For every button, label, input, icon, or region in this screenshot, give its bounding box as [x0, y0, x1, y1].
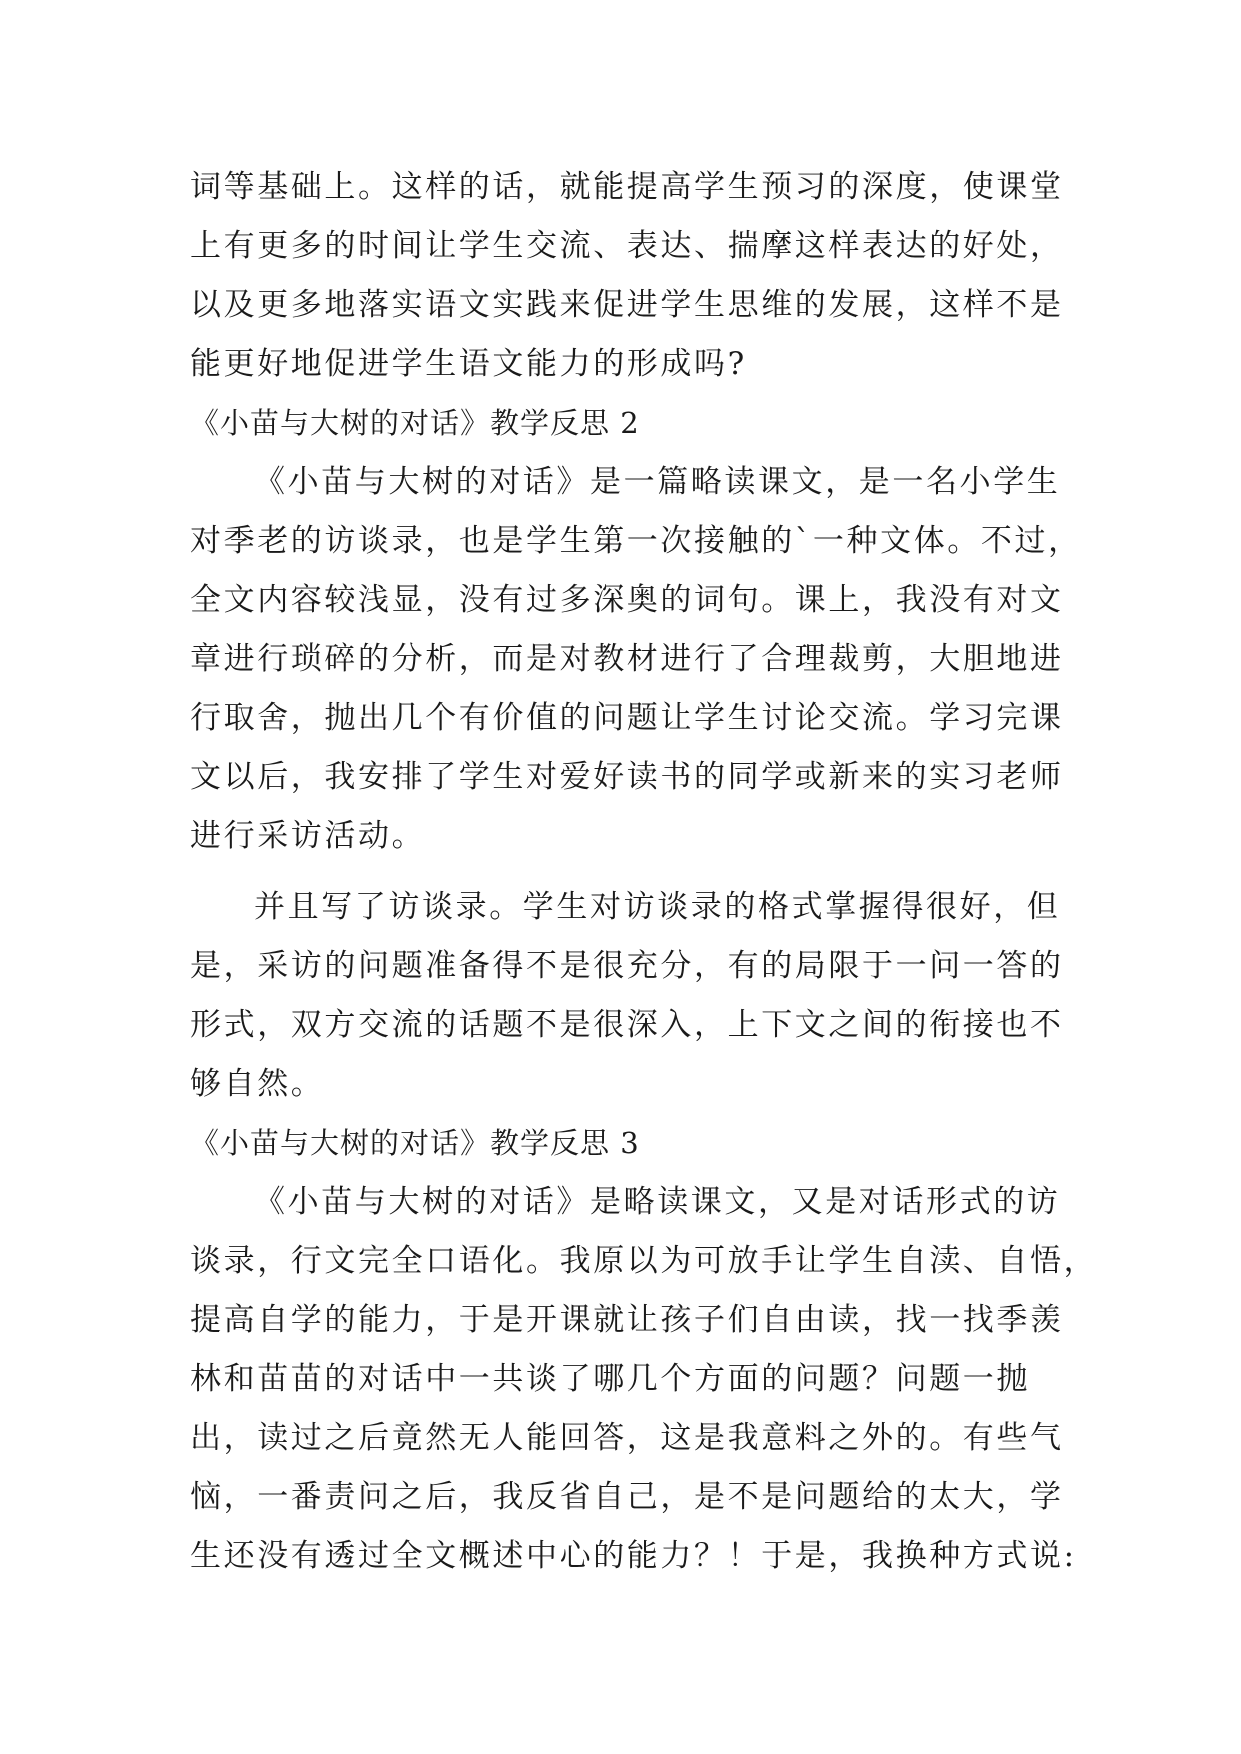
text-line: 林和苗苗的对话中一共谈了哪几个方面的问题？问题一抛 [190, 1361, 1030, 1397]
text-line: 《小苗与大树的对话》是一篇略读课文，是一名小学生 [254, 464, 1061, 500]
text-line: 够自然。 [190, 1066, 325, 1102]
document-body [190, 158, 1098, 1586]
text-line: 对季老的访谈录，也是学生第一次接触的`一种文体。不过， [190, 523, 1082, 559]
text-line: 提高自学的能力，于是开课就让孩子们自由读，找一找季羡 [190, 1302, 1064, 1338]
text-line: 上有更多的时间让学生交流、表达、揣摩这样表达的好处， [190, 228, 1064, 264]
text-line: 行取舍，抛出几个有价值的问题让学生讨论交流。学习完课 [190, 700, 1064, 736]
text-line: 谈录，行文完全口语化。我原以为可放手让学生自渎、自悟， [190, 1243, 1098, 1279]
paragraph-reflection-2a [190, 453, 1082, 866]
text-line: 词等基础上。这样的话，就能提高学生预习的深度，使课堂 [190, 169, 1064, 205]
text-line: 出，读过之后竟然无人能回答，这是我意料之外的。有些气 [190, 1420, 1064, 1456]
text-line: 《小苗与大树的对话》是略读课文，又是对话形式的访 [254, 1184, 1061, 1220]
text-line: 并且写了访谈录。学生对访谈录的格式掌握得很好，但 [254, 889, 1061, 925]
paragraph-reflection-3 [190, 1173, 1098, 1586]
paragraph-reflection-2b [190, 878, 1064, 1114]
section-heading-2: 《小苗与大树的对话》教学反思 2 [190, 406, 640, 440]
text-line: 恼，一番责问之后，我反省自己，是不是问题给的太大，学 [190, 1479, 1064, 1515]
text-line: 进行采访活动。 [190, 818, 426, 854]
paragraph-continuation [190, 158, 1064, 394]
text-line: 生还没有透过全文概述中心的能力？！于是，我换种方式说: [190, 1538, 1077, 1574]
text-line: 以及更多地落实语文实践来促进学生思维的发展，这样不是 [190, 287, 1064, 323]
text-line: 形式，双方交流的话题不是很深入，上下文之间的衔接也不 [190, 1007, 1064, 1043]
text-line: 是，采访的问题准备得不是很充分，有的局限于一问一答的 [190, 948, 1064, 984]
section-heading-3: 《小苗与大树的对话》教学反思 3 [190, 1126, 640, 1160]
text-line: 章进行琐碎的分析，而是对教材进行了合理裁剪，大胆地进 [190, 641, 1064, 677]
text-line: 文以后，我安排了学生对爱好读书的同学或新来的实习老师 [190, 759, 1064, 795]
text-line: 全文内容较浅显，没有过多深奥的词句。课上，我没有对文 [190, 582, 1064, 618]
text-line: 能更好地促进学生语文能力的形成吗? [190, 346, 747, 382]
